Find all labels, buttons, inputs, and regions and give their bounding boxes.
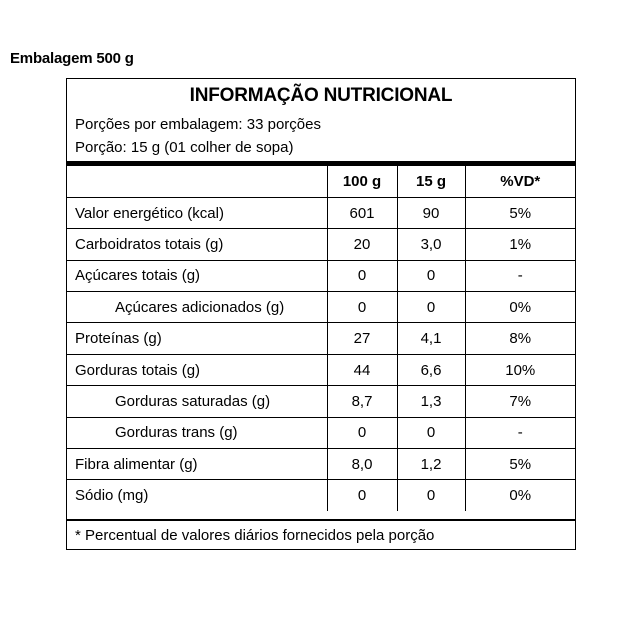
nutrient-name: Sódio (mg)	[75, 487, 149, 505]
nutrition-table	[67, 166, 575, 511]
table-row	[67, 449, 575, 480]
table-row	[67, 354, 575, 385]
table-row	[67, 386, 575, 417]
footnote: * Percentual de valores diários fornecidos pela porção	[75, 527, 435, 544]
portions-per-package: Porções por embalagem: 33 porções	[75, 116, 321, 133]
value-per-portion: 1,2	[397, 449, 465, 480]
daily-value-percent: 8%	[465, 323, 575, 354]
nutrition-table-body	[67, 197, 575, 511]
daily-value-percent: 10%	[465, 354, 575, 385]
table-row	[67, 417, 575, 448]
table-row	[67, 292, 575, 323]
daily-value-percent: 0%	[465, 292, 575, 323]
value-per-100g: 0	[327, 292, 397, 323]
nutrient-name: Carboidratos totais (g)	[67, 229, 327, 260]
daily-value-percent: 7%	[465, 386, 575, 417]
value-per-portion: 0	[397, 260, 465, 291]
column-header-nutrient	[67, 166, 327, 197]
nutrient-name: Gorduras trans (g)	[67, 417, 327, 448]
table-header-row	[67, 166, 575, 197]
value-per-100g: 0	[327, 417, 397, 448]
footer-divider	[67, 519, 575, 521]
value-per-100g: 44	[327, 354, 397, 385]
value-per-portion: 0	[397, 480, 465, 511]
column-header-portion: 15 g	[397, 166, 465, 197]
daily-value-percent: 5%	[465, 449, 575, 480]
daily-value-percent: -	[465, 260, 575, 291]
table-row	[67, 323, 575, 354]
value-per-100g: 0	[327, 480, 397, 511]
value-per-100g: 8,0	[327, 449, 397, 480]
value-per-portion: 4,1	[397, 323, 465, 354]
table-row	[67, 260, 575, 291]
nutrition-facts-panel	[66, 78, 576, 550]
daily-value-percent: 5%	[465, 197, 575, 228]
value-per-portion: 6,6	[397, 354, 465, 385]
column-header-vd: %VD*	[465, 166, 575, 197]
nutrient-name: Gorduras totais (g)	[67, 354, 327, 385]
daily-value-percent: -	[465, 417, 575, 448]
table-row	[67, 229, 575, 260]
value-per-portion: 3,0	[397, 229, 465, 260]
daily-value-percent: 0%	[465, 480, 575, 511]
value-per-portion: 1,3	[397, 386, 465, 417]
table-row	[67, 197, 575, 228]
portion-size: Porção: 15 g (01 colher de sopa)	[75, 139, 294, 156]
nutrition-title: INFORMAÇÃO NUTRICIONAL	[189, 85, 453, 106]
package-label: Embalagem 500 g	[10, 50, 134, 67]
column-header-100g: 100 g	[327, 166, 397, 197]
value-per-100g: 0	[327, 260, 397, 291]
value-per-portion: 0	[397, 417, 465, 448]
daily-value-percent: 1%	[465, 229, 575, 260]
value-per-100g: 601	[327, 197, 397, 228]
nutrient-name: Fibra alimentar (g)	[67, 449, 327, 480]
value-per-portion: 0	[397, 292, 465, 323]
nutrient-name: Açúcares totais (g)	[67, 260, 327, 291]
value-per-portion: 90	[397, 197, 465, 228]
nutrient-name: Proteínas (g)	[67, 323, 327, 354]
value-per-100g: 8,7	[327, 386, 397, 417]
nutrient-name: Gorduras saturadas (g)	[67, 386, 327, 417]
value-per-100g: 27	[327, 323, 397, 354]
value-per-100g: 20	[327, 229, 397, 260]
table-row	[67, 480, 575, 511]
nutrient-name: Valor energético (kcal)	[67, 197, 327, 228]
nutrient-name: Açúcares adicionados (g)	[67, 292, 327, 323]
